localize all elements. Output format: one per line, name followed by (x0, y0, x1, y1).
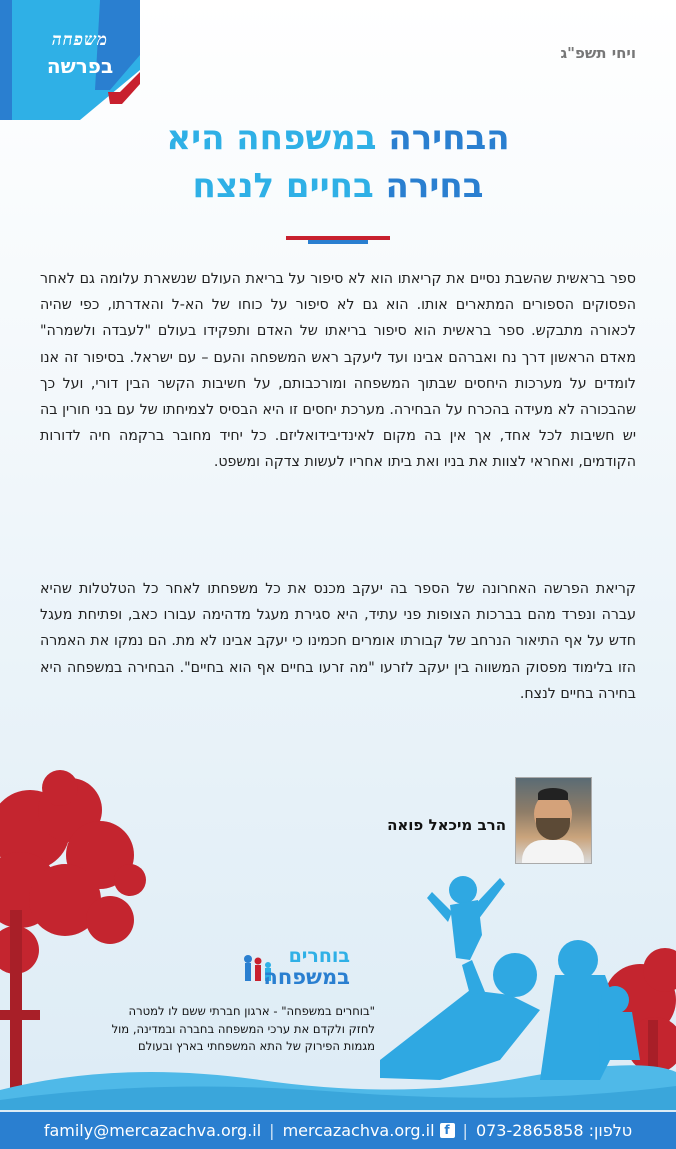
author-name: הרב מיכאל פואה (387, 816, 506, 834)
footer-separator: | (269, 1121, 275, 1140)
footer-separator: | (462, 1121, 468, 1140)
footer-email[interactable]: family@mercazachva.org.il (43, 1121, 262, 1140)
title-line1-part2: במשפחה היא (166, 118, 377, 158)
title-line1-part1: הבחירה (376, 118, 510, 158)
title-line2-part1: בחירה (373, 166, 484, 206)
bochrim-bamishpacha-logo (240, 945, 350, 990)
facebook-icon[interactable]: f (440, 1123, 455, 1138)
title-divider (286, 236, 390, 244)
title-line2 (0, 166, 676, 206)
footer-facebook[interactable]: mercazachva.org.il (282, 1121, 435, 1140)
footer-facebook-group[interactable] (283, 1121, 455, 1140)
article-paragraph-1: ספר בראשית שהשבת נסיים את קריאתו הוא לא סיפור על בריאת העולם שנשארת עלומה גם לאחר הפסוקים הספורים המתארים אותו. הוא גם לא סיפור על כוחו של הא-ל והאדרתו, כפי שהיה לכאורה מתבקש. ספר בראשית הוא סיפור בריאתו של האדם ותפקידו בעולם "לעבדה ולשמרה" מאדם הראשון דרך נח ואברהם אבינו ועד ליעקב ראש המשפחה והעם – עם ישראל. בסיפור זה אנו לומדים על מערכות היחסים שבתוך המשפחה ומורכבותם, על חשיבות הקשר הבין דורי, ועל כך שהבכורה לא מעידה בהכרח על הבחירה. מערכת יחסים זו היא הבסיס לצמיחתו של עם בני חורין בה יש חשיבות לכל אחד, אך אין בה מקום לאינדיבידואליזם. כל יחיד מחובר ברקמה חיה לדורות הקודמים, ואחראי לצוות את בניו ואת ביתו אחריו לעשות צדקה ומשפט. (40, 271, 636, 471)
mishpacha-baparsha-logo (0, 0, 140, 120)
footer-contact-bar (0, 1112, 676, 1149)
org-description: "בוחרים במשפחה" - ארגון חברתי ששם לו למטרה לחזק ולקדם את ערכי המשפחה בחברה ובמדינה, מול מגמות הפירוק של התא המשפחתי בארץ ובעולם (111, 1004, 375, 1053)
title-line2-part2: בחיים לנצח (192, 166, 374, 206)
org-logo-line2: במשפחה (263, 965, 350, 989)
author-photo (515, 777, 592, 864)
logo-line2: בפרשה (46, 54, 114, 78)
article-paragraph-2: קריאת הפרשה האחרונה של הספר בה יעקב מכנס את כל משפחתו לאחר כל הטלטלות שהיא עברה ונפרד מהם בברכות הצופות פני עתיד, היא סגירת מעגל מדהימה עבורו כאב, ופתיחת מעגל חדש על אף התיאור הנרחב של קבורתו אומרים חכמינו כי יעקב אבינו לא מת. הם נמקו את האמרה הזו בלימוד מפסוק המשווה בין יעקב לזרעו "מה זרעו בחיים אף הוא בחיים". הבחירה במשפחה היא בחירה בחיים לנצח. (40, 581, 636, 702)
org-logo-line1: בוחרים (288, 945, 350, 967)
logo-line1: משפחה (51, 30, 109, 50)
title-line1 (0, 118, 676, 158)
footer-phone[interactable]: 073-2865858 :טלפון (475, 1121, 633, 1140)
parsha-label: ויחי תשפ"ג (560, 44, 636, 62)
